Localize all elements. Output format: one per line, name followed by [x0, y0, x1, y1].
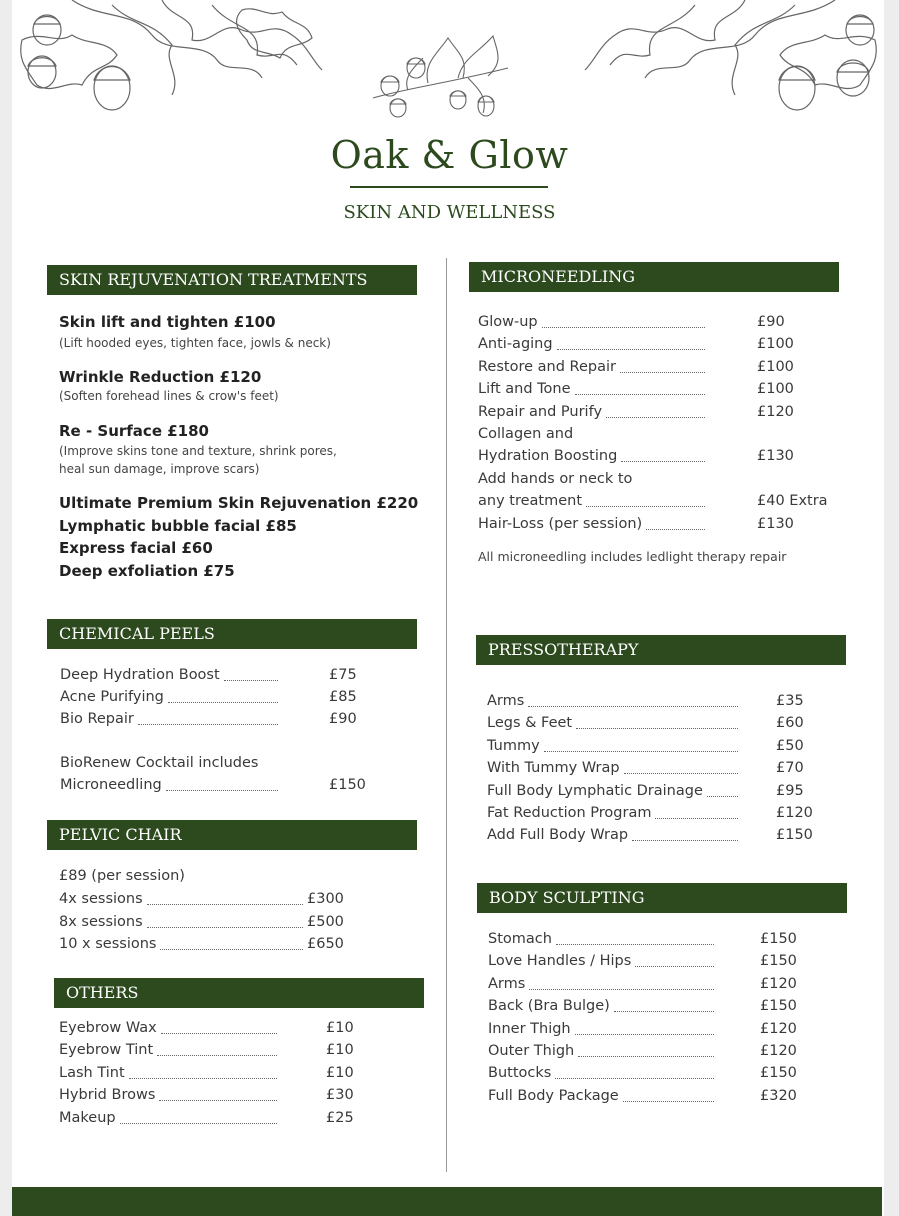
- leader-dots: [576, 728, 738, 729]
- leader-dots: [578, 1056, 714, 1057]
- skin-item-desc: heal sun damage, improve scars): [59, 462, 260, 476]
- leader-dots: [623, 1101, 714, 1102]
- price-item-price: £120: [776, 805, 813, 821]
- leader-dots: [575, 394, 705, 395]
- leader-dots: [224, 680, 278, 681]
- leader-dots: [157, 1055, 277, 1056]
- brand-tagline: SKIN AND WELLNESS: [343, 202, 556, 223]
- price-item-name: 10 x sessions: [59, 936, 157, 952]
- skin-item-title: Re - Surface £180: [59, 422, 209, 440]
- skin-extra-item: Lymphatic bubble facial £85: [59, 517, 297, 535]
- price-item-name: 8x sessions: [59, 913, 143, 930]
- price-item-name: Lift and Tone: [478, 381, 571, 398]
- price-item-name: Legs & Feet: [487, 715, 573, 732]
- brand-title: Oak & Glow: [330, 133, 569, 177]
- leader-dots: [528, 706, 738, 707]
- header-skin-rejuvenation: SKIN REJUVENATION TREATMENTS: [47, 265, 417, 295]
- leader-dots: [544, 751, 738, 752]
- skin-item-desc: (Lift hooded eyes, tighten face, jowls & neck): [59, 336, 331, 350]
- header-body-sculpting: BODY SCULPTING: [477, 883, 847, 913]
- leader-dots: [586, 506, 705, 507]
- price-item-name: Hydration Boosting: [478, 448, 618, 465]
- price-item-price: £150: [760, 931, 797, 947]
- price-item-name: BioRenew Cocktail includes: [60, 755, 259, 771]
- price-item-name: 4x sessions: [59, 891, 143, 907]
- price-item-price: £650: [307, 936, 344, 952]
- price-item-name: With Tummy Wrap: [487, 760, 620, 777]
- skin-item-title: Skin lift and tighten £100: [59, 313, 276, 331]
- leader-dots: [529, 989, 714, 990]
- price-item-name: Hair-Loss (per session): [478, 515, 643, 532]
- price-item-price: £50: [776, 737, 804, 754]
- price-item-price: £10: [326, 1064, 354, 1081]
- leader-dots: [621, 461, 705, 462]
- leader-dots: [147, 927, 303, 928]
- skin-item-title: Wrinkle Reduction £120: [59, 368, 262, 386]
- leader-dots: [138, 724, 278, 725]
- price-item-name: Restore and Repair: [478, 358, 616, 375]
- leader-dots: [620, 372, 705, 373]
- price-item-name: Inner Thigh: [488, 1020, 571, 1037]
- price-item-name: Deep Hydration Boost: [60, 667, 220, 683]
- price-item-price: £90: [329, 711, 357, 727]
- leader-dots: [614, 1011, 714, 1012]
- leader-dots: [129, 1078, 277, 1079]
- skin-extra-item: Express facial £60: [59, 539, 213, 557]
- price-item-name: Buttocks: [488, 1065, 552, 1082]
- footer-band: [12, 1187, 882, 1216]
- price-item-name: Bio Repair: [60, 711, 134, 727]
- price-item-price: £120: [757, 403, 794, 420]
- leader-dots: [168, 702, 278, 703]
- price-item-name: Lash Tint: [59, 1064, 125, 1081]
- price-item-price: £120: [760, 975, 797, 992]
- header-others: OTHERS: [54, 978, 424, 1008]
- price-item-price: £120: [760, 1020, 797, 1037]
- price-item-name: Repair and Purify: [478, 403, 603, 420]
- header-chemical-peels: CHEMICAL PEELS: [47, 619, 417, 649]
- price-item-name: Full Body Lymphatic Drainage: [487, 782, 703, 799]
- price-item-price: £150: [776, 827, 813, 844]
- oak-acorn-center-illustration: [368, 28, 513, 126]
- price-item-name: Arms: [487, 693, 525, 709]
- skin-extra-item: Ultimate Premium Skin Rejuvenation £220: [59, 494, 419, 512]
- price-item-name: Stomach: [488, 931, 552, 947]
- pelvic-intro: £89 (per session): [59, 868, 185, 884]
- price-item-name: Outer Thigh: [488, 1043, 575, 1059]
- price-item-price: £85: [329, 689, 357, 705]
- price-item-name: Microneedling: [60, 777, 162, 793]
- price-item-price: £60: [776, 715, 804, 732]
- price-item-price: £130: [757, 515, 794, 532]
- price-item-name: Hybrid Brows: [59, 1087, 156, 1104]
- price-item-name: Collagen and: [478, 426, 574, 442]
- leader-dots: [646, 529, 705, 530]
- price-item-price: £500: [307, 913, 344, 930]
- leader-dots: [159, 1100, 277, 1101]
- title-rule: [350, 186, 548, 188]
- price-item-name: Arms: [488, 975, 526, 992]
- price-item-price: £100: [757, 336, 794, 353]
- price-item-price: £150: [760, 953, 797, 970]
- leader-dots: [707, 796, 738, 797]
- leader-dots: [166, 790, 278, 791]
- price-item-name: Eyebrow Wax: [59, 1020, 157, 1036]
- leader-dots: [120, 1123, 277, 1124]
- leader-dots: [606, 417, 705, 418]
- oak-leaves-left-illustration: [12, 0, 332, 125]
- oak-leaves-right-illustration: [575, 0, 884, 125]
- leader-dots: [635, 966, 714, 967]
- price-item-price: £150: [329, 777, 366, 793]
- leader-dots: [556, 944, 714, 945]
- leader-dots: [632, 840, 738, 841]
- price-item-price: £10: [326, 1020, 354, 1036]
- price-item-price: £120: [760, 1043, 797, 1059]
- price-item-price: £100: [757, 358, 794, 375]
- price-item-name: Full Body Package: [488, 1087, 619, 1104]
- price-item-price: £25: [326, 1109, 354, 1126]
- skin-item-desc: (Soften forehead lines & crow's feet): [59, 389, 279, 403]
- price-item-price: £90: [757, 314, 785, 330]
- price-item-price: £150: [760, 998, 797, 1015]
- price-item-name: Glow-up: [478, 314, 538, 330]
- price-item-name: Makeup: [59, 1109, 116, 1126]
- price-item-name: Eyebrow Tint: [59, 1042, 154, 1059]
- leader-dots: [575, 1034, 714, 1035]
- price-item-price: £75: [329, 667, 357, 683]
- skin-extra-item: Deep exfoliation £75: [59, 562, 235, 580]
- header-pressotherapy: PRESSOTHERAPY: [476, 635, 846, 665]
- price-item-price: £300: [307, 891, 344, 907]
- price-item-name: Add Full Body Wrap: [487, 827, 629, 844]
- price-item-price: £70: [776, 760, 804, 777]
- price-item-name: Fat Reduction Program: [487, 805, 652, 821]
- price-item-name: Tummy: [487, 737, 540, 754]
- leader-dots: [555, 1078, 714, 1079]
- leader-dots: [147, 904, 303, 905]
- price-item-price: £10: [326, 1042, 354, 1059]
- price-item-price: £95: [776, 782, 804, 799]
- price-item-price: £35: [776, 693, 804, 709]
- microneedling-note: All microneedling includes ledlight therapy repair: [478, 549, 787, 564]
- price-item-price: £40 Extra: [757, 493, 828, 510]
- price-item-price: £320: [760, 1087, 797, 1104]
- price-item-name: Add hands or neck to: [478, 470, 633, 487]
- price-item-price: £150: [760, 1065, 797, 1082]
- leader-dots: [542, 327, 705, 328]
- price-item-name: Anti-aging: [478, 336, 553, 353]
- price-item-name: Back (Bra Bulge): [488, 998, 610, 1015]
- leader-dots: [655, 818, 738, 819]
- skin-item-desc: (Improve skins tone and texture, shrink pores,: [59, 444, 337, 458]
- price-item-price: £30: [326, 1087, 354, 1104]
- leader-dots: [160, 949, 303, 950]
- price-item-price: £100: [757, 381, 794, 398]
- leader-dots: [624, 773, 738, 774]
- price-item-name: any treatment: [478, 493, 583, 510]
- header-pelvic-chair: PELVIC CHAIR: [47, 820, 417, 850]
- price-item-name: Love Handles / Hips: [488, 953, 632, 970]
- column-divider: [446, 258, 447, 1172]
- price-item-name: Acne Purifying: [60, 689, 164, 705]
- leader-dots: [161, 1033, 277, 1034]
- leader-dots: [557, 349, 705, 350]
- header-microneedling: MICRONEEDLING: [469, 262, 839, 292]
- price-item-price: £130: [757, 448, 794, 465]
